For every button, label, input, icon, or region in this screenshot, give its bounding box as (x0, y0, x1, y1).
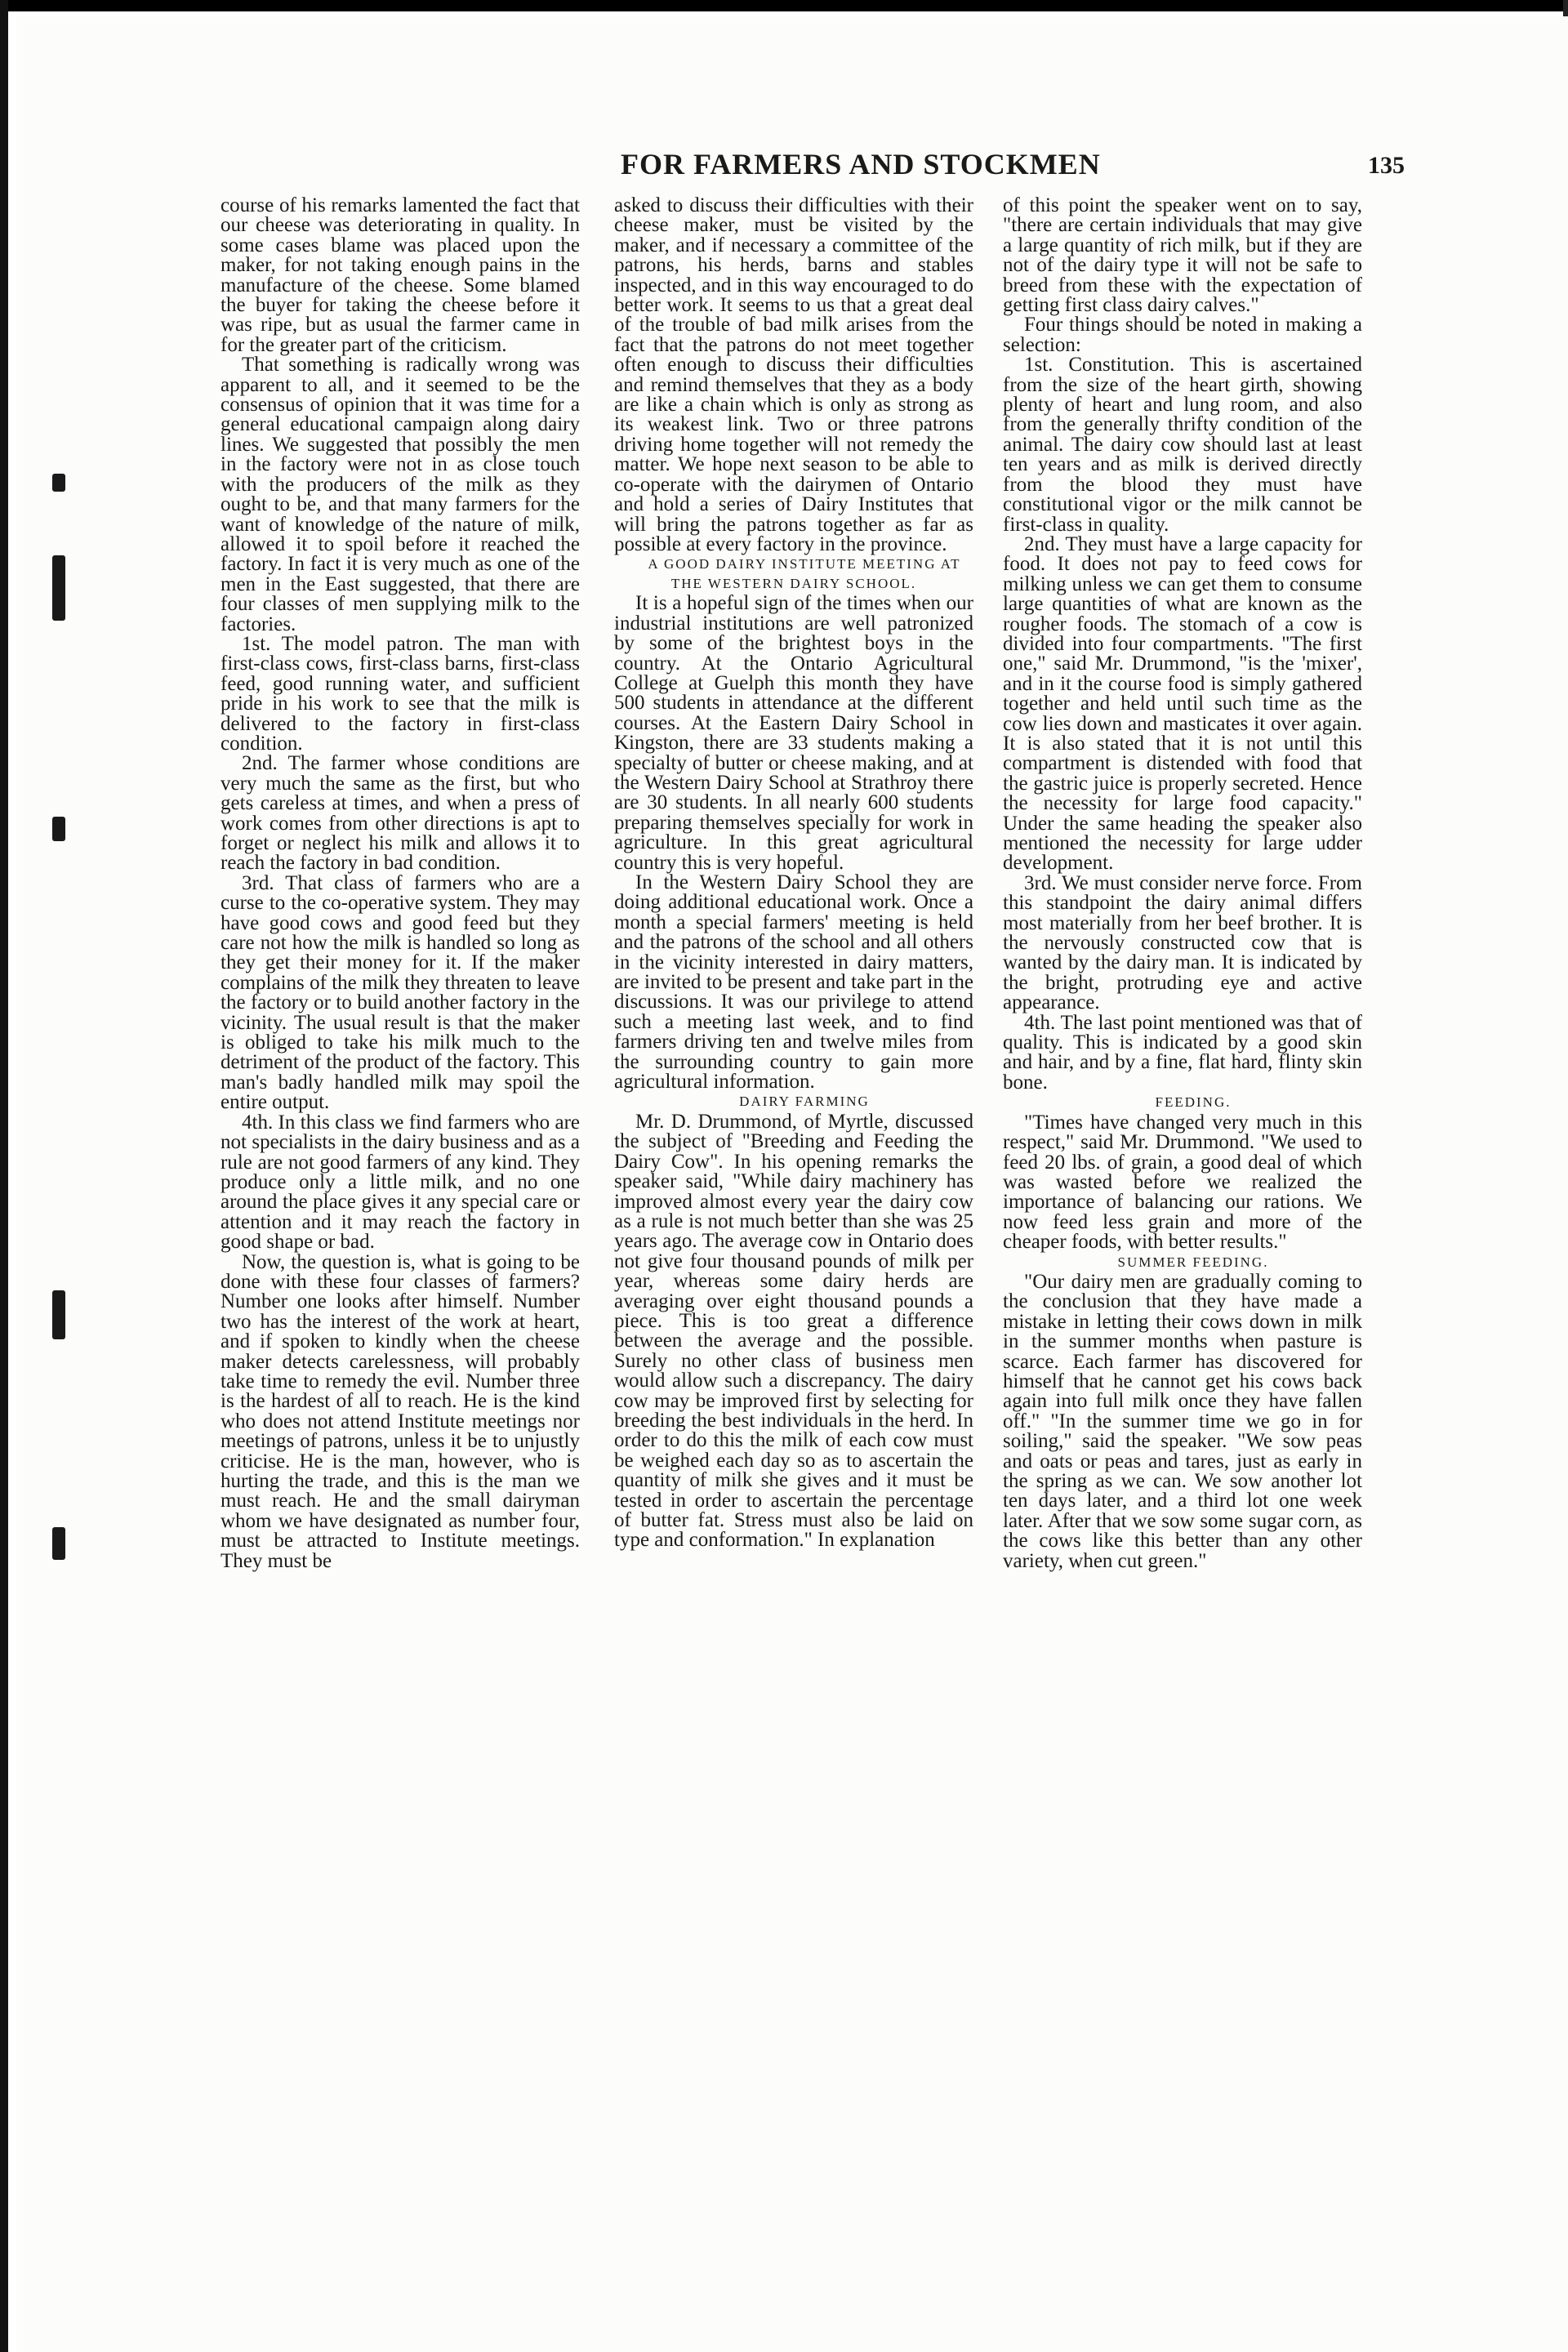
page-number: 135 (1368, 152, 1405, 179)
paragraph: 1st. The model patron. The man with first-class cows, first-class barns, first-class feed, good running water, and sufficient pride in his work to see that the milk is delivered to the factory in first-class condition. (220, 632, 580, 755)
column-3 (1003, 196, 1362, 1571)
page-header (212, 147, 1405, 196)
column-1 (220, 196, 580, 1571)
paragraph: It is a hopeful sign of the times when our industrial institutions are well patronized by some of the brightest boys in the country. At the Ontario Agricultural College at Guelph this month they have 500 students in attendance at the different courses. At the Eastern Dairy School in Kingston, there are 33 students making a specialty of butter or cheese making, and at the Western Dairy School at Strathroy there are 30 students. In all nearly 600 students preparing themselves specially for work in agriculture. In this great agricultural country this is very hopeful. (614, 592, 973, 874)
paragraph: of this point the speaker went on to say, "there are certain individuals that may give a large quantity of rich milk, but if they are not of the dairy type it will not be safe to breed from these with the expectation of getting first class dairy calves." (1003, 194, 1362, 317)
paragraph: "Times have changed very much in this respect," said Mr. Drummond. "We used to feed 20 lbs. of grain, a good deal of which was wasted before we realized the importance of balancing our rations. We now feed less grain and more of the cheaper foods, with better results." (1003, 1111, 1362, 1254)
paragraph: Four things should be noted in making a selection: (1003, 314, 1362, 356)
paragraph: 2nd. The farmer whose conditions are very much the same as the first, but who gets careless at times, and when a press of work comes from other directions is apt to forget or neglect his milk and allows it to reach the factory in bad condition. (220, 752, 580, 875)
paragraph: 3rd. That class of farmers who are a curse to the co-operative system. They may have good cows and good feed but they care not how the milk is handled so long as they get their money for it. If the maker complains of the milk they threaten to leave the factory or to build another factory in the vicinity. The usual result is that the maker is obliged to take his milk much to the detriment of the product of the factory. This man's badly handled milk may spoil the entire output. (220, 871, 580, 1114)
paragraph: Mr. D. Drummond, of Myrtle, discussed the subject of "Breeding and Feeding the Dairy Cow". In his opening remarks the speaker said, "While dairy machinery has improved almost every year the dairy cow as a rule is not much better than she was 25 years ago. The average cow in Ontario does not give four thousand pounds of milk per year, whereas some dairy herds are averaging over eight thousand pounds a piece. This is too great a difference between the average and the possible. Surely no other class of business men would allow such a discrepancy. The dairy cow may be improved first by selecting for breeding the best individuals in the herd. In order to do this the milk of each cow must be weighed each day so as to ascertain the quantity of milk she gives and it must be tested in order to ascertain the percentage of butter fat. Stress must also be laid on type and conformation." In explanation (614, 1110, 973, 1552)
binding-mark (52, 1527, 65, 1560)
paragraph: 4th. In this class we find farmers who are not specialists in the dairy business and as a rule are not good farmers of any kind. They produce only a little milk, and no one around the place gives it any special care or attention and it may reach the factory in good shape or bad. (220, 1111, 580, 1254)
paragraph: Now, the question is, what is going to be done with these four classes of farmers? Number one looks after himself. Number two has the interest of the work at heart, and if spoken to kindly when the cheese maker detects carelessness, will probably take time to remedy the evil. Number three is the hardest of all to reach. He is the kind who does not attend Institute meetings nor meetings of patrons, unless it be to unjustly criticise. He is the man, however, who is hurting the trade, and this is the man we must reach. He and the small dairyman whom we have designated as number four, must be attracted to Institute meetings. They must be (220, 1250, 580, 1572)
paragraph: That something is radically wrong was apparent to all, and it seemed to be the consensus of opinion that it was time for a general educational campaign along dairy lines. We suggested that possibly the men in the factory were not in as close touch with the producers of the milk as they ought to be, and that many farmers for the want of knowledge of the nature of milk, allowed it to spoil before it reached the factory. In fact it is very much as one of the men in the East suggested, that there are four classes of men supplying milk to the factories. (220, 354, 580, 635)
section-heading: A GOOD DAIRY INSTITUTE MEETING AT THE WESTERN DAIRY SCHOOL. (648, 556, 961, 592)
binding-mark (52, 817, 65, 841)
paragraph: course of his remarks lamented the fact that our cheese was deteriorating in quality. In some cases blame was placed upon the maker, for not taking enough pains in the manufacture of the cheese. Some blamed the buyer for taking the cheese before it was ripe, but as usual the farmer came in for the greater part of the criticism. (220, 194, 580, 356)
newspaper-page (16, 16, 1568, 2352)
binding-mark (52, 1290, 65, 1339)
paragraph: 3rd. We must consider nerve force. From this standpoint the dairy animal differs most materially from her beef brother. It is the nervously constructed cow that is wanted by the dairy man. It is indicated by the bright, protruding eye and active appearance. (1003, 871, 1362, 1014)
section-heading: DAIRY FARMING (739, 1094, 870, 1110)
paragraph: 2nd. They must have a large capacity for food. It does not pay to feed cows for milking unless we can get them to consume large quantities of what are known as the rougher foods. The stomach of a cow is divided into four compartments. "The first one," said Mr. Drummond, "is the 'mixer', and in it the course food is simply gathered together and held until such time as the cow lies down and masticates it over again. It is also stated that it is not until this compartment is distended with food that the gastric juice is properly secreted. Hence the necessity for large food capacity." Under the same heading the speaker also mentioned the necessity for large udder development. (1003, 532, 1362, 875)
section-heading: FEEDING. (1155, 1094, 1232, 1111)
running-head: FOR FARMERS AND STOCKMEN (621, 148, 1101, 180)
binding-mark (52, 474, 65, 492)
paragraph: 1st. Constitution. This is ascertained from the size of the heart girth, showing plenty of heart and lung room, and also from the generally thrifty condition of the animal. The dairy cow should last at least ten years and as milk is derived directly from the blood they must have constitutional vigor or the milk cannot be first-class in quality. (1003, 354, 1362, 536)
paragraph: 4th. The last point mentioned was that of quality. This is indicated by a good skin and hair, and by a fine, flat hard, flinty skin bone. (1003, 1011, 1362, 1094)
scan-left-border (0, 0, 8, 2352)
paragraph: In the Western Dairy School they are doing additional educational work. Once a month a special farmers' meeting is held and the patrons of the school and all others in the vicinity interested in dairy matters, are invited to be present and take part in the discussions. It was our privilege to attend such a meeting last week, and to find farmers driving ten and twelve miles from the surrounding country to gain more agricultural information. (614, 871, 973, 1094)
binding-mark (52, 555, 65, 621)
binding-holes (41, 474, 90, 1552)
paragraph: asked to discuss their difficulties with their cheese maker, must be visited by the maker, and if necessary a committee of the patrons, his herds, barns and stables inspected, and in this way encouraged to do better work. It seems to us that a great deal of the trouble of bad milk arises from the fact that the patrons do not meet together often enough to discuss their difficulties and remind themselves that they as a body are like a chain which is only as strong as its weakest link. Two or three patrons driving home together will not remedy the matter. We hope next season to be able to co-operate with the dairymen of Ontario and hold a series of Dairy Institutes that will bring the patrons together as far as possible at every factory in the province. (614, 194, 973, 555)
column-2 (614, 196, 973, 1551)
scan-top-border (0, 0, 1568, 11)
section-heading: SUMMER FEEDING. (1117, 1254, 1269, 1270)
paragraph: "Our dairy men are gradually coming to the conclusion that they have made a mistake in letting their cows down in milk in the summer months when pasture is scarce. Each farmer has discovered for himself that he cannot get his cows back again into full milk once they have fallen off." "In the summer time we go in for soiling," said the speaker. "We sow peas and oats or peas and tares, just as early in the spring as we can. We sow another lot ten days later, and a third lot one week later. After that we sow some sugar corn, as the cows like this better than any other variety, when cut green." (1003, 1270, 1362, 1572)
